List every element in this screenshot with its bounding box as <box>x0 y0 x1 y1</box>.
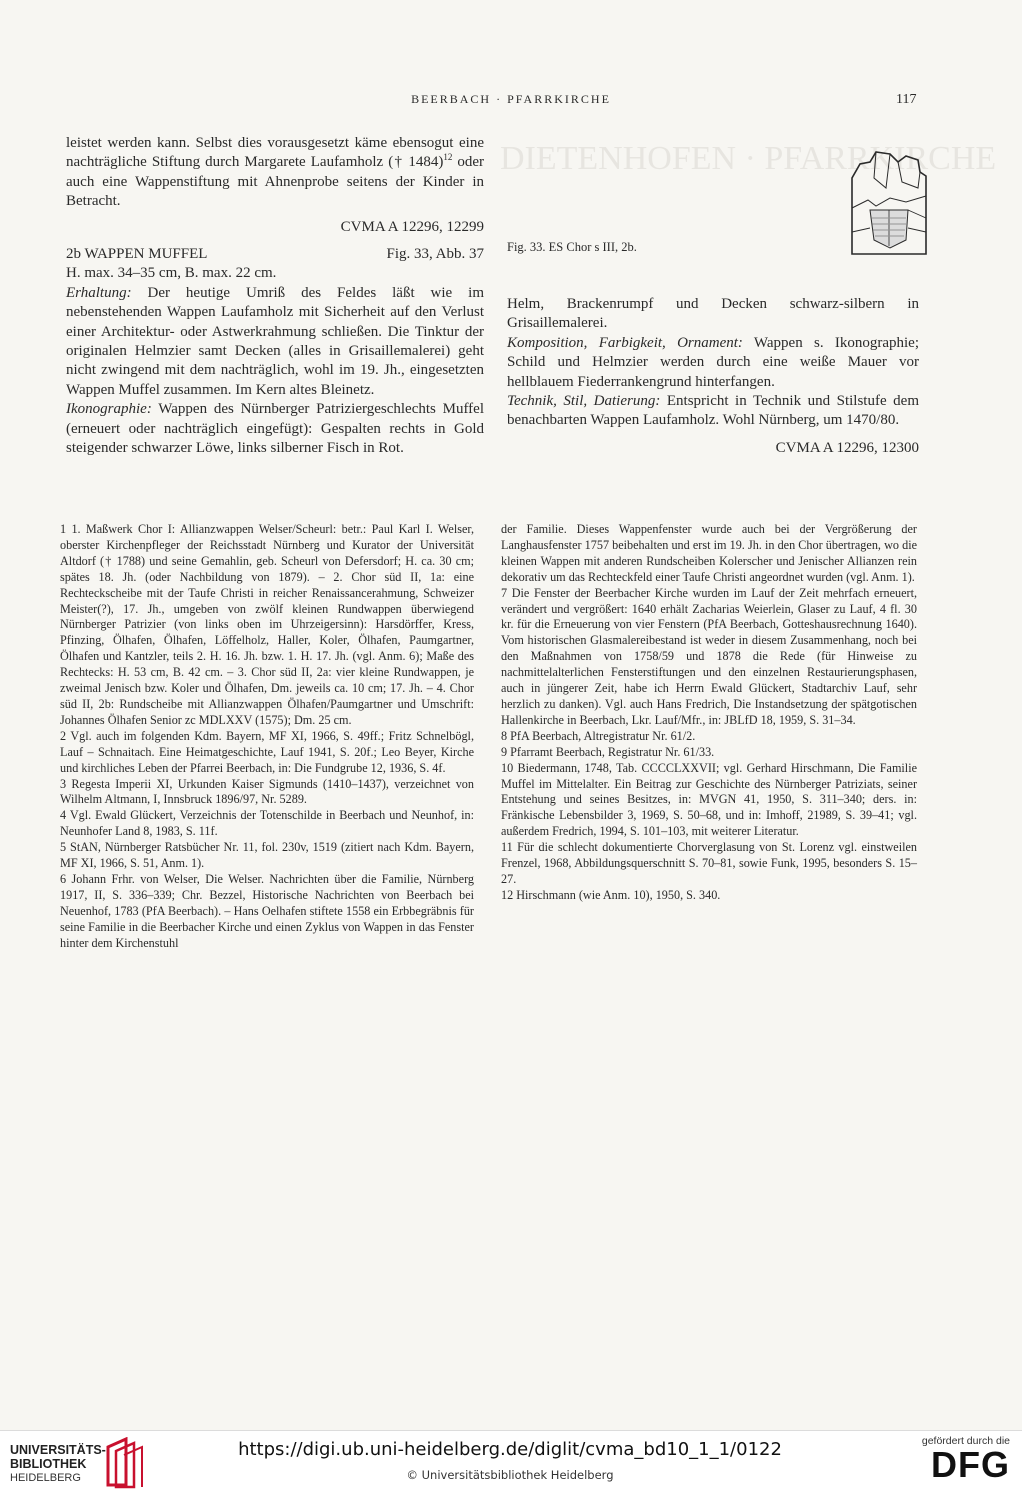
footnote: 12 Hirschmann (wie Anm. 10), 1950, S. 340. <box>501 887 721 902</box>
entry-figure-ref: Fig. 33, Abb. 37 <box>386 246 484 263</box>
footnotes-right <box>501 522 917 904</box>
cvma-reference: CVMA A 12296, 12300 <box>775 439 919 456</box>
entry-heading <box>66 245 484 264</box>
footnote: 7 Die Fenster der Beerbacher Kirche wurden im Lauf der Zeit mehrfach erneuert, verändert und vergrößert: 1640 erhält Zacharias Weierlein, Glaser zu Lauf, 4 fl. 30 kr. für die Erneuerung von vier Fenstern (PfA Beerbach, Gotteshausrechnung 1640). Vom historischen Glasmalereibestand ist weder in diesem Zusammenhang, noch bei den Maßnahmen von 1758/59 und 1878 die Rede (für Hinweise zu nachmittelalterlichen Fensterstiftungen und den einzelnen Restaurierungsphasen, auch in jüngerer Zeit, habe ich Herrn Ewald Glückert, Stadtarchiv Lauf, sehr herzlich zu danken). Vgl. auch Hans Fredrich, Die Instandsetzung der spätgotischen Hallenkirche in Beerbach, Lkr. Lauf/Mfr., in: JBLfD 18, 1959, S. 31–34. <box>501 585 917 727</box>
page-number: 117 <box>896 92 917 107</box>
left-column <box>66 134 484 459</box>
footnote: 11 Für die schlecht dokumentierte Chorverglasung von St. Lorenz vgl. einstweilen Frenzel, 1968, Abbildungsquerschnitt S. 70–81, sowie Funk, 1995, besonders S. 15–27. <box>501 840 917 886</box>
copyright-notice: © Universitätsbibliothek Heidelberg <box>406 1468 614 1482</box>
cvma-reference: CVMA A 12296, 12299 <box>340 218 484 235</box>
paragraph: leistet werden kann. Selbst dies vorausgesetzt käme ebensogut eine nachträgliche Stiftung durch Margarete Laufamholz († 1484)$^{12}$ oder auch eine Wappenstiftung mit Ahnenprobe seitens der Kinder in Betracht. <box>66 135 484 210</box>
right-column <box>507 295 919 466</box>
footnotes-left <box>60 522 474 951</box>
library-name: UNIVERSITÄTS- BIBLIOTHEK HEIDELBERG <box>10 1443 106 1484</box>
footnote: 1 1. Maßwerk Chor I: Allianzwappen Welser/Scheurl: betr.: Paul Karl I. Welser, oberster Kirchenpfleger der Reichsstadt Nürnberg und Kurator der Universität Altdorf († 1788) und seine Gemahlin, geb. Scheurl von Defersdorf; H. ca. 30 cm; spätes 18. Jh. (oder Nachbildung von 1879). – 2. Chor süd II, 1a: eine Rechteckscheibe mit der Taufe Christi in reicher Renaissancerahmung, Schweizer Meister(?), 17. Jh., umgeben von zwölf kleinen Rundwappen überwiegend Nürnberger Patrizier (von links oben im Uhrzeigersinn): Harsdörffer, Kress, Pfinzing, Ölhafen, Ölhafen, Löffelholz, Haller, Koler, Ölhafen, Paumgartner, Ölhafen und Kantzler, teils 2. H. 16. Jh. bzw. 1. H. 17. Jh. (vgl. Anm. 6); Maße des Rechtecks: H. 53 cm, B. 42 cm. – 3. Chor süd II, 2a: vier kleine Rundwappen, je zweimal Jenisch bzw. Koler und Ölhafen, Dm. jeweils ca. 10 cm; 17. Jh. – 4. Chor süd II, 2b: Rundscheibe mit Allianzwappen Ölhafen/Paumgartner und Umschrift: Johannes Ölhafen Senior zc MDLXXV (1575); Dm. 25 cm. <box>60 522 474 727</box>
funder-logo <box>922 1435 1010 1483</box>
footnote: 3 Regesta Imperii XI, Urkunden Kaiser Sigmunds (1410–1437), verzeichnet von Wilhelm Altmann, I, Innsbruck 1896/97, Nr. 5289. <box>60 776 474 807</box>
figure-caption: Fig. 33. ES Chor s III, 2b. <box>507 240 637 254</box>
dfg-logo: DFG <box>931 1444 1010 1485</box>
footnote: 8 PfA Beerbach, Altregistratur Nr. 61/2. <box>501 728 696 743</box>
funded-by-label: gefördert durch die <box>921 1435 1010 1447</box>
footnote: 2 Vgl. auch im folgenden Kdm. Bayern, MF XI, 1966, S. 49ff.; Fritz Schnelbögl, Lauf – Schnaitach. Eine Heimatgeschichte, Lauf 1941, S. 20f.; Leo Beyer, Kirche und kirchliches Leben der Pfarrei Beerbach, in: Die Fundgrube 12, 1936, S. 4f. <box>60 728 474 775</box>
erhaltung-paragraph: Erhaltung: Der heutige Umriß des Feldes läßt wie im nebenstehenden Wappen Laufamholz mit Sicherheit auf den Verlust einer Architektur- oder Astwerkrahmung schließen. Die Tinktur der originalen Helmzier samt Decken (alles in Grisaillemalerei) geht nicht zwingend mit dem nachträglich, wohl im 19. Jh., eingesetzten Wappen Muffel zusammen. Im Kern altes Bleinetz. <box>66 284 484 398</box>
footnote: 6 Johann Frhr. von Welser, Die Welser. Nachrichten über die Familie, Nürnberg 1917, II, S. 336–339; Chr. Bezzel, Historische Nachrichten von Beerbach bei Neuenhof, 1783 (PfA Beerbach). – Hans Oelhafen stiftete 1558 ein Erbbegräbnis für seine Familie in die Beerbacher Kirche und einen Zyklus von Wappen in das Fenster hinter dem Kirchenstuhl <box>60 871 474 950</box>
panel-sketch-figure <box>846 148 930 256</box>
komposition-paragraph: Komposition, Farbigkeit, Ornament: Wappen s. Ikonographie; Schild und Helmzier werden durch eine weiße Mauer vor hellblauem Fiederrankengrund hinterfangen. <box>507 334 919 390</box>
permalink-url[interactable]: https://digi.ub.uni-heidelberg.de/diglit/cvma_bd10_1_1/0122 <box>238 1439 782 1460</box>
running-title: BEERBACH · PFARRKIRCHE <box>411 92 611 106</box>
library-logo-icon <box>100 1437 148 1489</box>
bleed-through: DIETENHOFEN · PFARRKIRCHE <box>500 140 997 177</box>
viewer-footer <box>0 1430 1022 1495</box>
technik-paragraph: Technik, Stil, Datierung: Entspricht in Technik und Stilstufe dem benachbarten Wappen Laufamholz. Wohl Nürnberg, um 1470/80. <box>507 393 919 429</box>
paragraph: Helm, Brackenrumpf und Decken schwarz-silbern in Grisaillemalerei. <box>507 296 919 332</box>
footnote: 9 Pfarramt Beerbach, Registratur Nr. 61/33. <box>501 744 715 759</box>
footnote: 5 StAN, Nürnberger Ratsbücher Nr. 11, fol. 230v, 1519 (zitiert nach Kdm. Bayern, MF XI, 1966, S. 51, Anm. 1). <box>60 840 474 871</box>
entry-title: 2b WAPPEN MUFFEL <box>66 246 208 263</box>
ikonographie-paragraph: Ikonographie: Wappen des Nürnberger Patriziergeschlechts Muffel (erneuert oder nachträglich eingefügt): Gespalten rechts in Gold steigender schwarzer Löwe, links silberner Fisch in Rot. <box>66 401 484 457</box>
footnote: 10 Biedermann, 1748, Tab. CCCCLXXVII; vgl. Gerhard Hirschmann, Die Familie Muffel im Mittelalter. Ein Beitrag zur Geschichte des Nürnberger Patriziats, seiner Entstehung und seines Besitzes, in: MVGN 41, 1950, S. 311–340; ders. in: Fränkische Lebensbilder 3, 1969, S. 50–68, und in: Imhoff, 21989, S. 39–41; vgl. außerdem Fredrich, 1994, S. 101–103, mit weiterer Literatur. <box>501 760 917 839</box>
footnote: der Familie. Dieses Wappenfenster wurde auch bei der Vergrößerung der Langhausfenster 1757 beibehalten und erst im 19. Jh. in den Chor übertragen, wo die kleinen Wappen mit anderen Rundscheiben Kolerscher und Jenischer Allianzen rein dekorativ um das Rechteckfeld einer Taufe Christi angeordnet wurden (vgl. Anm. 1). <box>501 522 917 584</box>
dimensions: H. max. 34–35 cm, B. max. 22 cm. <box>66 265 277 282</box>
footnote: 4 Vgl. Ewald Glückert, Verzeichnis der Totenschilde in Beerbach und Neunhof, in: Neunhofer Land 8, 1983, S. 11f. <box>60 808 474 839</box>
